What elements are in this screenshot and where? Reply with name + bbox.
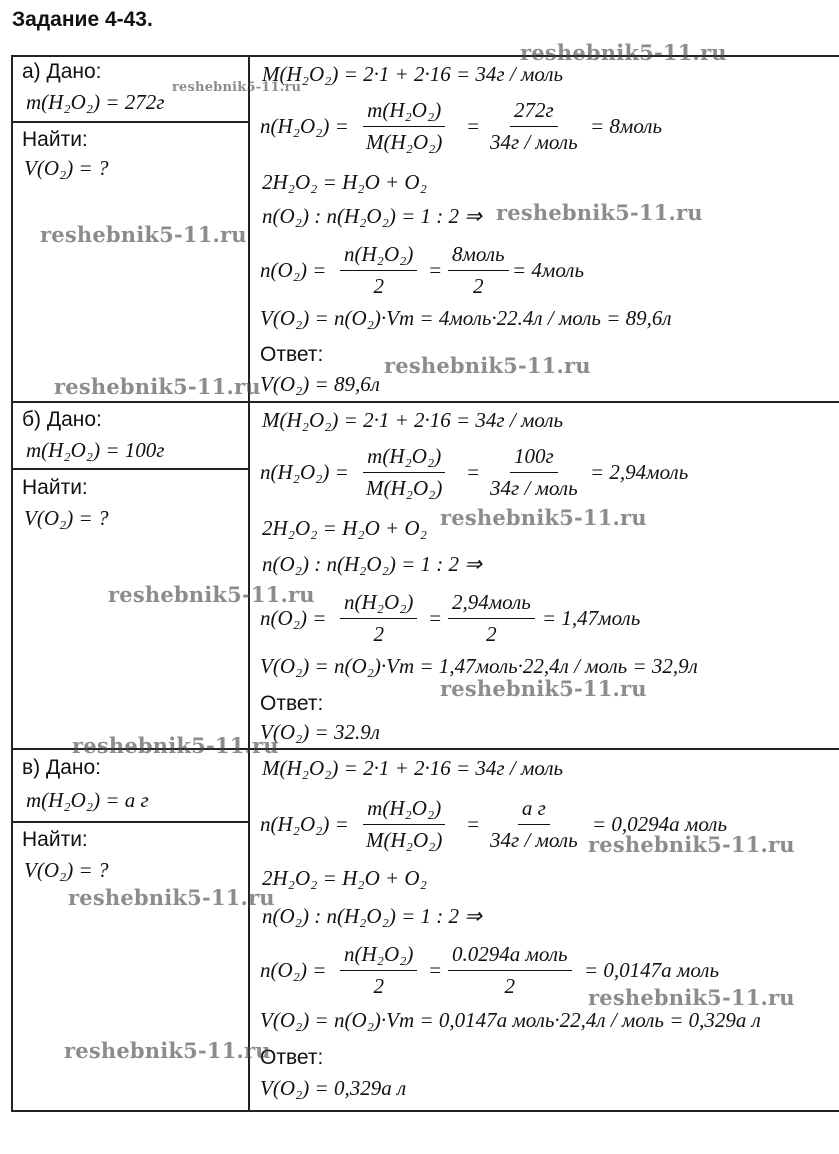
watermark: reshebnik5-11.ru: [64, 1038, 271, 1063]
fraction-numerator: 0.0294a моль: [448, 942, 572, 971]
answer-label: Ответ:: [260, 692, 324, 715]
moles-result: = 0,0294a моль: [592, 812, 728, 836]
answer-value: V(O₂) = 89,6л: [260, 372, 380, 396]
fraction-numerator: n(H₂O₂): [340, 942, 417, 971]
volume-line: V(O₂) = n(O₂)·Vm = 1,47моль·22,4л / моль = 32,9л: [260, 654, 698, 678]
equals-sign: =: [428, 606, 443, 630]
molar-mass-line: M(H₂O₂) = 2·1 + 2·16 = 34г / моль: [262, 62, 564, 86]
given-divider-c: [11, 821, 249, 823]
reaction-equation: 2H₂O₂ = H₂O + O₂: [262, 170, 427, 194]
oxygen-fraction-1: [340, 590, 417, 647]
find-value: V(O₂) = ?: [24, 156, 109, 180]
moles-result: = 2,94моль: [590, 460, 689, 484]
mole-ratio: n(O₂) : n(H₂O₂) = 1 : 2 ⇒: [262, 904, 482, 928]
volume-line: V(O₂) = n(O₂)·Vm = 4моль·22.4л / моль = 89,6л: [260, 306, 672, 330]
fraction-numerator: 272г: [510, 98, 558, 127]
fraction-numerator: m(H₂O₂): [363, 98, 445, 127]
oxygen-moles-lhs: n(O₂) =: [260, 958, 327, 982]
watermark: reshebnik5-11.ru: [108, 582, 315, 607]
given-label: в) Дано:: [22, 756, 101, 779]
oxygen-fraction-1: [340, 942, 417, 999]
equals-sign: =: [466, 460, 481, 484]
equals-sign: =: [428, 958, 443, 982]
fraction-denominator: 2: [473, 274, 484, 298]
moles-result: = 8моль: [590, 114, 663, 138]
fraction-numerator: m(H₂O₂): [363, 444, 445, 473]
oxygen-moles-result: = 4моль: [512, 258, 585, 282]
moles-fraction-1: [362, 796, 446, 853]
oxygen-fraction-2: [448, 590, 535, 647]
watermark: reshebnik5-11.ru: [440, 676, 647, 701]
fraction-numerator: 100г: [510, 444, 558, 473]
fraction-denominator: 2: [504, 974, 516, 998]
fraction-denominator: 2: [486, 622, 497, 646]
equals-sign: =: [428, 258, 443, 282]
given-divider-a: [11, 121, 249, 123]
find-value: V(O₂) = ?: [24, 506, 109, 530]
oxygen-moles-lhs: n(O₂) =: [260, 606, 327, 630]
moles-lhs: n(H₂O₂) =: [260, 114, 349, 138]
given-label: б) Дано:: [22, 408, 102, 431]
watermark: reshebnik5-11.ru: [172, 80, 302, 95]
find-value: V(O₂) = ?: [24, 858, 109, 882]
table-border-bottom: [11, 1110, 839, 1112]
find-label: Найти:: [22, 828, 88, 851]
moles-fraction-1: [362, 444, 446, 501]
moles-fraction-2: [486, 98, 582, 155]
oxygen-fraction-2: [448, 942, 572, 999]
watermark: reshebnik5-11.ru: [588, 985, 795, 1010]
fraction-denominator: 34г / моль: [490, 828, 578, 852]
mole-ratio: n(O₂) : n(H₂O₂) = 1 : 2 ⇒: [262, 204, 482, 228]
watermark: reshebnik5-11.ru: [54, 374, 261, 399]
moles-lhs: n(H₂O₂) =: [260, 812, 349, 836]
find-label: Найти:: [22, 476, 88, 499]
fraction-numerator: n(H₂O₂): [340, 590, 417, 619]
watermark: reshebnik5-11.ru: [496, 200, 703, 225]
molar-mass-line: M(H₂O₂) = 2·1 + 2·16 = 34г / моль: [262, 408, 564, 432]
answer-label: Ответ:: [260, 1046, 324, 1069]
equals-sign: =: [466, 114, 481, 138]
watermark: reshebnik5-11.ru: [520, 40, 727, 65]
fraction-denominator: M(H₂O₂): [366, 476, 443, 500]
given-label: а) Дано:: [22, 60, 102, 83]
answer-value: V(O₂) = 0,329a л: [260, 1076, 407, 1100]
table-border-left: [11, 55, 13, 1111]
oxygen-fraction-1: [340, 242, 417, 299]
given-value: m(H₂O₂) = a г: [26, 788, 149, 812]
fraction-denominator: 34г / моль: [490, 130, 578, 154]
fraction-numerator: n(H₂O₂): [340, 242, 417, 271]
given-value: m(H₂O₂) = 100г: [26, 438, 165, 462]
reaction-equation: 2H₂O₂ = H₂O + O₂: [262, 866, 427, 890]
moles-fraction-1: [362, 98, 446, 155]
fraction-numerator: a г: [518, 796, 550, 825]
molar-mass-line: M(H₂O₂) = 2·1 + 2·16 = 34г / моль: [262, 756, 564, 780]
given-value: m(H₂O₂) = 272г: [26, 90, 165, 114]
answer-value: V(O₂) = 32.9л: [260, 720, 380, 744]
reaction-equation: 2H₂O₂ = H₂O + O₂: [262, 516, 427, 540]
fraction-numerator: m(H₂O₂): [363, 796, 445, 825]
fraction-denominator: 2: [373, 622, 384, 646]
answer-label: Ответ:: [260, 343, 324, 366]
page-title: Задание 4-43.: [12, 8, 153, 31]
fraction-denominator: 2: [373, 274, 384, 298]
oxygen-moles-result: = 1,47моль: [542, 606, 641, 630]
watermark: reshebnik5-11.ru: [588, 832, 795, 857]
watermark: reshebnik5-11.ru: [440, 505, 647, 530]
fraction-numerator: 2,94моль: [448, 590, 535, 619]
equals-sign: =: [466, 812, 481, 836]
oxygen-fraction-2: [448, 242, 509, 299]
fraction-denominator: 2: [373, 974, 384, 998]
volume-line: V(O₂) = n(O₂)·Vm = 0,0147a моль·22,4л / моль = 0,329a л: [260, 1008, 761, 1032]
watermark: reshebnik5-11.ru: [68, 885, 275, 910]
find-label: Найти:: [22, 128, 88, 151]
fraction-denominator: M(H₂O₂): [366, 130, 443, 154]
moles-lhs: n(H₂O₂) =: [260, 460, 349, 484]
moles-fraction-2: [486, 796, 582, 853]
row-divider-a-b: [11, 401, 839, 403]
oxygen-moles-result: = 0,0147a моль: [584, 958, 720, 982]
oxygen-moles-lhs: n(O₂) =: [260, 258, 327, 282]
fraction-denominator: 34г / моль: [490, 476, 578, 500]
fraction-denominator: M(H₂O₂): [366, 828, 443, 852]
given-divider-b: [11, 468, 249, 470]
fraction-numerator: 8моль: [448, 242, 509, 271]
mole-ratio: n(O₂) : n(H₂O₂) = 1 : 2 ⇒: [262, 552, 482, 576]
moles-fraction-2: [486, 444, 582, 501]
watermark: reshebnik5-11.ru: [384, 353, 591, 378]
watermark: reshebnik5-11.ru: [40, 222, 247, 247]
watermark: reshebnik5-11.ru: [72, 733, 279, 758]
